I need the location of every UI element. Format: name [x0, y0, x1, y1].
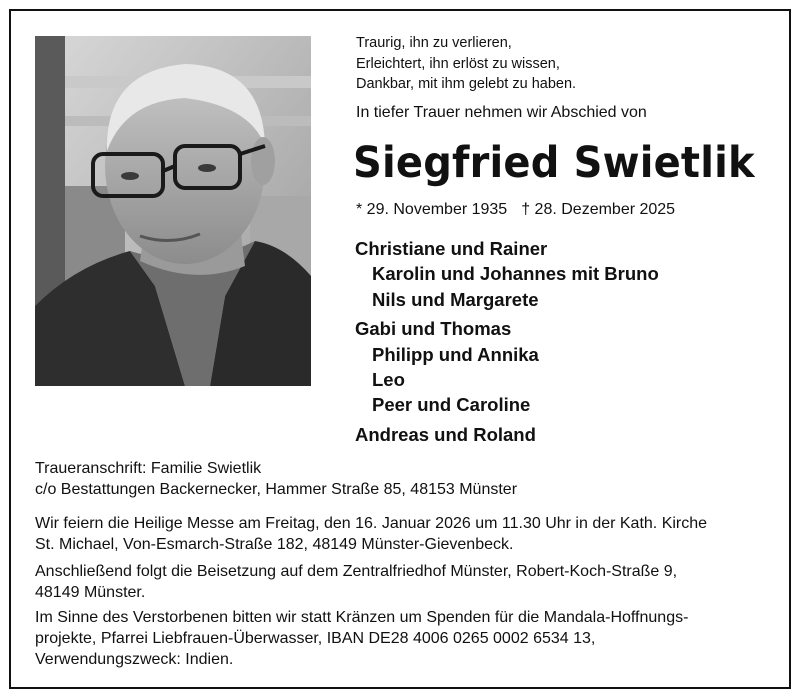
- life-dates: [356, 201, 675, 219]
- mourning-address: [35, 458, 517, 500]
- poem: [356, 33, 756, 95]
- mourner-parent: Christiane und Rainer: [355, 238, 548, 259]
- poem-line: Dankbar, mit ihm gelebt zu haben.: [356, 76, 577, 92]
- poem-line: Traurig, ihn zu verlieren,: [356, 35, 512, 51]
- portrait-illustration: [35, 36, 311, 386]
- burial-paragraph: [35, 561, 765, 603]
- address-line: c/o Bestattungen Backernecker, Hammer Straße 85, 48153 Münster: [35, 481, 518, 498]
- poem-line: Erleichtert, ihn erlöst zu wissen,: [356, 55, 560, 72]
- mourner-child: Peer und Caroline: [372, 394, 531, 416]
- intro-text: In tiefer Trauer nehmen wir Abschied von: [356, 104, 647, 121]
- mourners-list: [355, 236, 659, 447]
- mourner-parent: Gabi und Thomas: [355, 318, 512, 340]
- mass-line: St. Michael, Von-Esmarch-Straße 182, 48149 Münster-Gievenbeck.: [35, 536, 514, 553]
- address-line: Traueranschrift: Familie Swietlik: [35, 460, 262, 477]
- mourner-child: Nils und Margarete: [372, 288, 539, 310]
- burial-line: 48149 Münster.: [35, 584, 146, 601]
- donation-line: Im Sinne des Verstorbenen bitten wir statt Kränzen um Spenden für die Mandala-Hoffnungs-: [35, 609, 689, 626]
- mass-line: Wir feiern die Heilige Messe am Freitag, den 16. Januar 2026 um 11.30 Uhr in der Kath. Kirche: [35, 515, 708, 532]
- burial-line: Anschließend folgt die Beisetzung auf dem Zentralfriedhof Münster, Robert-Koch-Straße 9,: [35, 563, 678, 580]
- mourner-child: Philipp und Annika: [372, 343, 539, 365]
- mourner-child: Leo: [372, 369, 405, 391]
- donation-paragraph: [35, 607, 765, 670]
- death-date: † 28. Dezember 2025: [521, 201, 676, 218]
- mourner-parent: Andreas und Roland: [355, 423, 536, 445]
- donation-line: projekte, Pfarrei Liebfrauen-Überwasser, IBAN DE28 4006 0265 0002 6534 13,: [35, 630, 596, 647]
- mourner-child: Karolin und Johannes mit Bruno: [372, 263, 659, 285]
- birth-date: * 29. November 1935: [356, 201, 508, 218]
- donation-line: Verwendungszweck: Indien.: [35, 651, 234, 668]
- mass-paragraph: [35, 513, 765, 555]
- deceased-name: Siegfried Swietlik: [353, 138, 755, 188]
- portrait-photo: [35, 36, 311, 386]
